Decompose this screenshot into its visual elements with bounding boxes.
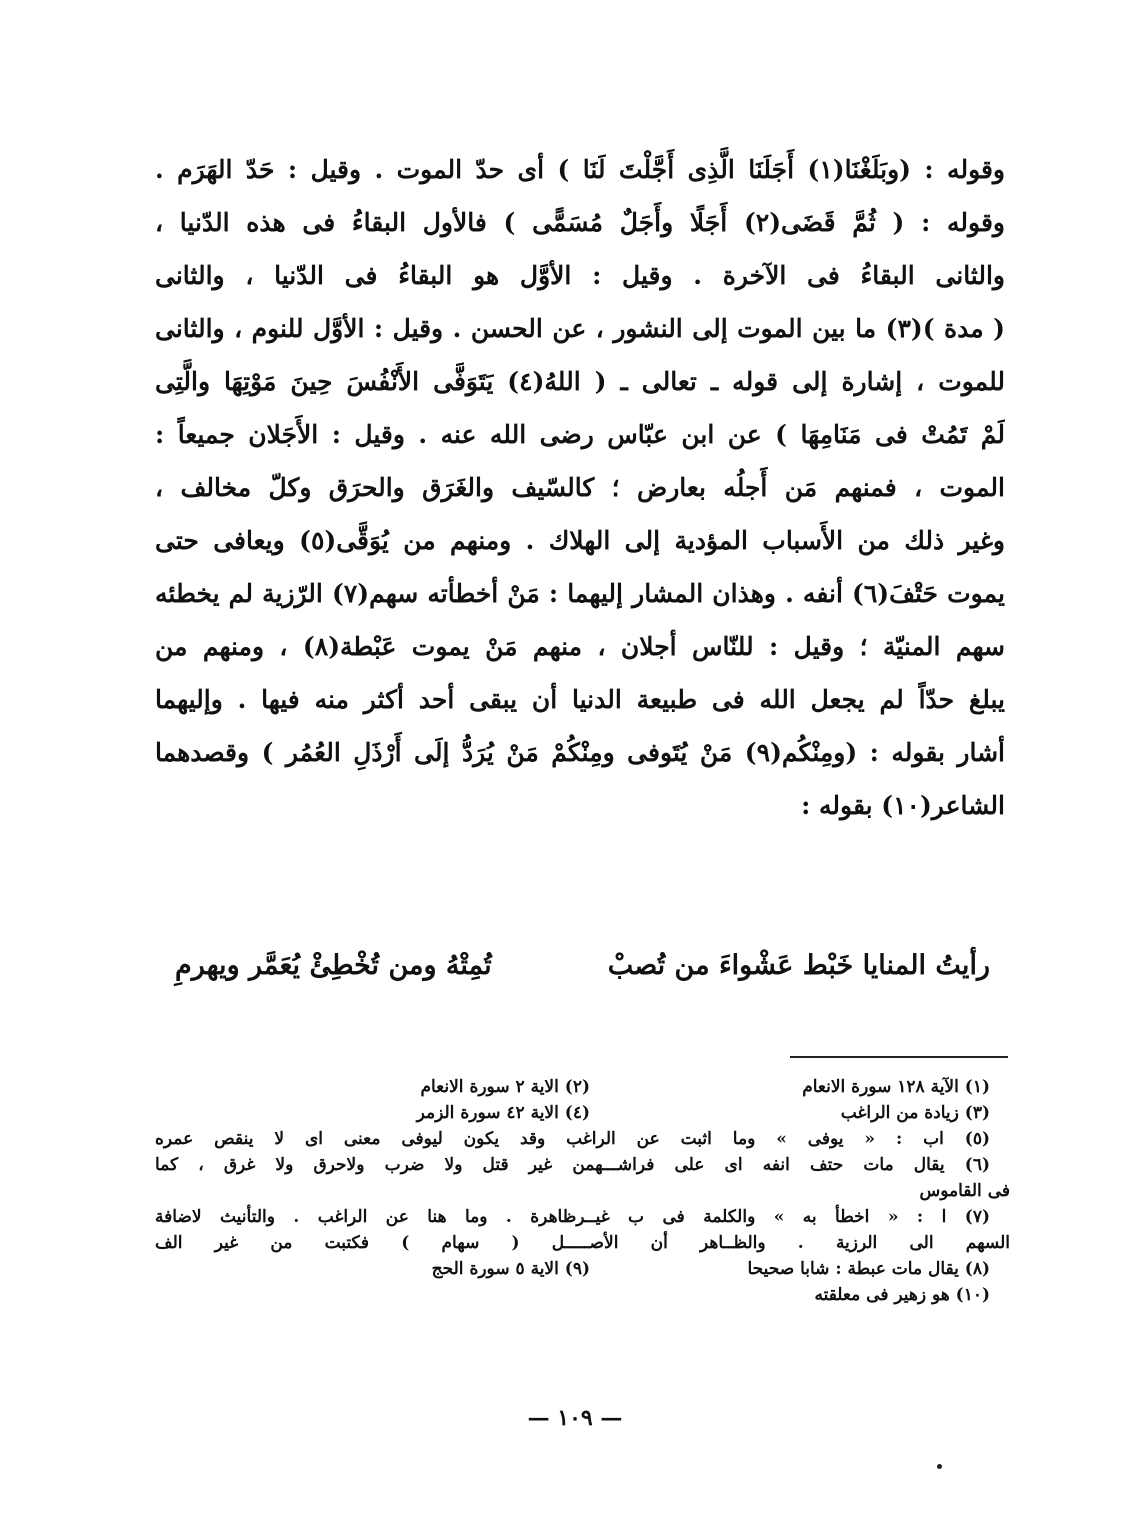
footnote-separator (790, 1056, 1008, 1058)
footnote-row (155, 1100, 1010, 1126)
footnote-row (155, 1282, 1010, 1308)
footnote-row (155, 1256, 1010, 1282)
text-line: سهم المنيّة ؛ وقيل : للنّاس أجلان ، منهم مَنْ يموت عَبْطة(٨) ، ومنهم من (155, 632, 1005, 661)
text-line: وقوله : ( ثُمَّ قَضَى(٢) أَجَلًا وأَجَلٌ مُسَمًّى ) فالأول البقاءُ فى هذه الدّنيا ، (155, 208, 1005, 237)
text-line: الشاعر(١٠) بقوله : (801, 791, 1005, 820)
text-line: يموت حَتْفَ(٦) أنفه . وهذان المشار إليهما : مَنْ أخطأته سهم(٧) الرّزية لم يخطئه (155, 579, 1005, 608)
text-line: وغير ذلك من الأَسباب المؤدية إلى الهلاك . ومنهم من يُوَقَّى(٥) ويعافى حتى (155, 526, 1005, 555)
footnote-1: (١) الآية ١٢٨ سورة الانعام (802, 1077, 990, 1097)
footnote-8: (٨) يقال مات عبطة : شابا صحيحا (747, 1259, 990, 1279)
footnote-4: (٤) الاية ٤٢ سورة الزمر (416, 1103, 590, 1123)
footnotes (155, 1074, 1010, 1308)
ink-speck (937, 1464, 942, 1469)
footnote-3: (٣) زيادة من الراغب (840, 1103, 990, 1123)
text-line: يبلغ حدّاً لم يجعل الله فى طبيعة الدنيا أن يبقى أحد أكثر منه فيها . وإليهما (155, 685, 1005, 714)
text-line: ( مدة )(٣) ما بين الموت إلى النشور ، عن الحسن . وقيل : الأوَّل للنوم ، والثانى (155, 314, 1005, 343)
text-line: لَمْ تَمُتْ فى مَنَامِهَا ) عن ابن عبّاس رضى الله عنه . وقيل : الأَجَلان جميعاً : (155, 420, 1005, 449)
text-line: والثانى البقاءُ فى الآخرة . وقيل : الأوَّل هو البقاءُ فى الدّنيا ، والثانى (155, 261, 1005, 290)
page-number: — ١٠٩ — (527, 1405, 623, 1431)
verse-second-hemistich: تُمِتْهُ ومن تُخْطِئْ يُعَمَّر ويهرمِ (175, 949, 492, 981)
verse-first-hemistich: رأيتُ المنايا خَبْط عَشْواءَ من تُصبْ (607, 949, 990, 981)
text-line: أشار بقوله : (ومِنْكُم(٩) مَنْ يُتَوفى ومِنْكُمْ مَنْ يُرَدُّ إلَى أَرْذَلِ العُمُر ) وقصدهما (155, 738, 1005, 767)
main-text (155, 143, 1005, 832)
text-line: وقوله : (وبَلَغْنَا(١) أَجَلَنَا الَّذِى أَجَّلْتَ لَنَا ) أى حدّ الموت . وقيل : حَدّ الهَرَم . (155, 155, 1005, 184)
footnote-7-continuation: السهم الى الرزية . والظــاهر أن الأصـــــل ( سهام ) فكتبت من غير الف (155, 1233, 1010, 1253)
footnote-10: (١٠) هو زهير فى معلقته (814, 1285, 990, 1305)
footnote-9: (٩) الاية ٥ سورة الحج (431, 1259, 590, 1279)
footnote-6: (٦) يقال مات حتف انفه اى على فراشـــهمن غير قتل ولا ضرب ولاحرق ولا غرق ، كما (155, 1155, 990, 1175)
text-line: للموت ، إشارة إلى قوله ـ تعالى ـ ( اللهُ(٤) يَتَوَفَّى الأَنْفُسَ حِينَ مَوْتِهَا والَّتِى (155, 367, 1005, 396)
footnote-row (155, 1074, 1010, 1100)
text-line: الموت ، فمنهم مَن أَجلُه بعارض ؛ كالسّيف والغَرَق والحرَق وكلّ مخالف ، (155, 473, 1005, 502)
footnote-6-continuation: فى القاموس (919, 1181, 1010, 1201)
footnote-7: (٧) ا : « اخطأ به » والكلمة فى ب غيــرظاهرة . وما هنا عن الراغب . والتأنيث لاضافة (155, 1207, 990, 1227)
footnote-5: (٥) اب : « يوفى » وما اثبت عن الراغب وقد يكون ليوفى معنى اى لا ينقص عمره (155, 1129, 990, 1149)
poetry-verse (175, 935, 990, 995)
footnote-2: (٢) الاية ٢ سورة الانعام (420, 1077, 590, 1097)
